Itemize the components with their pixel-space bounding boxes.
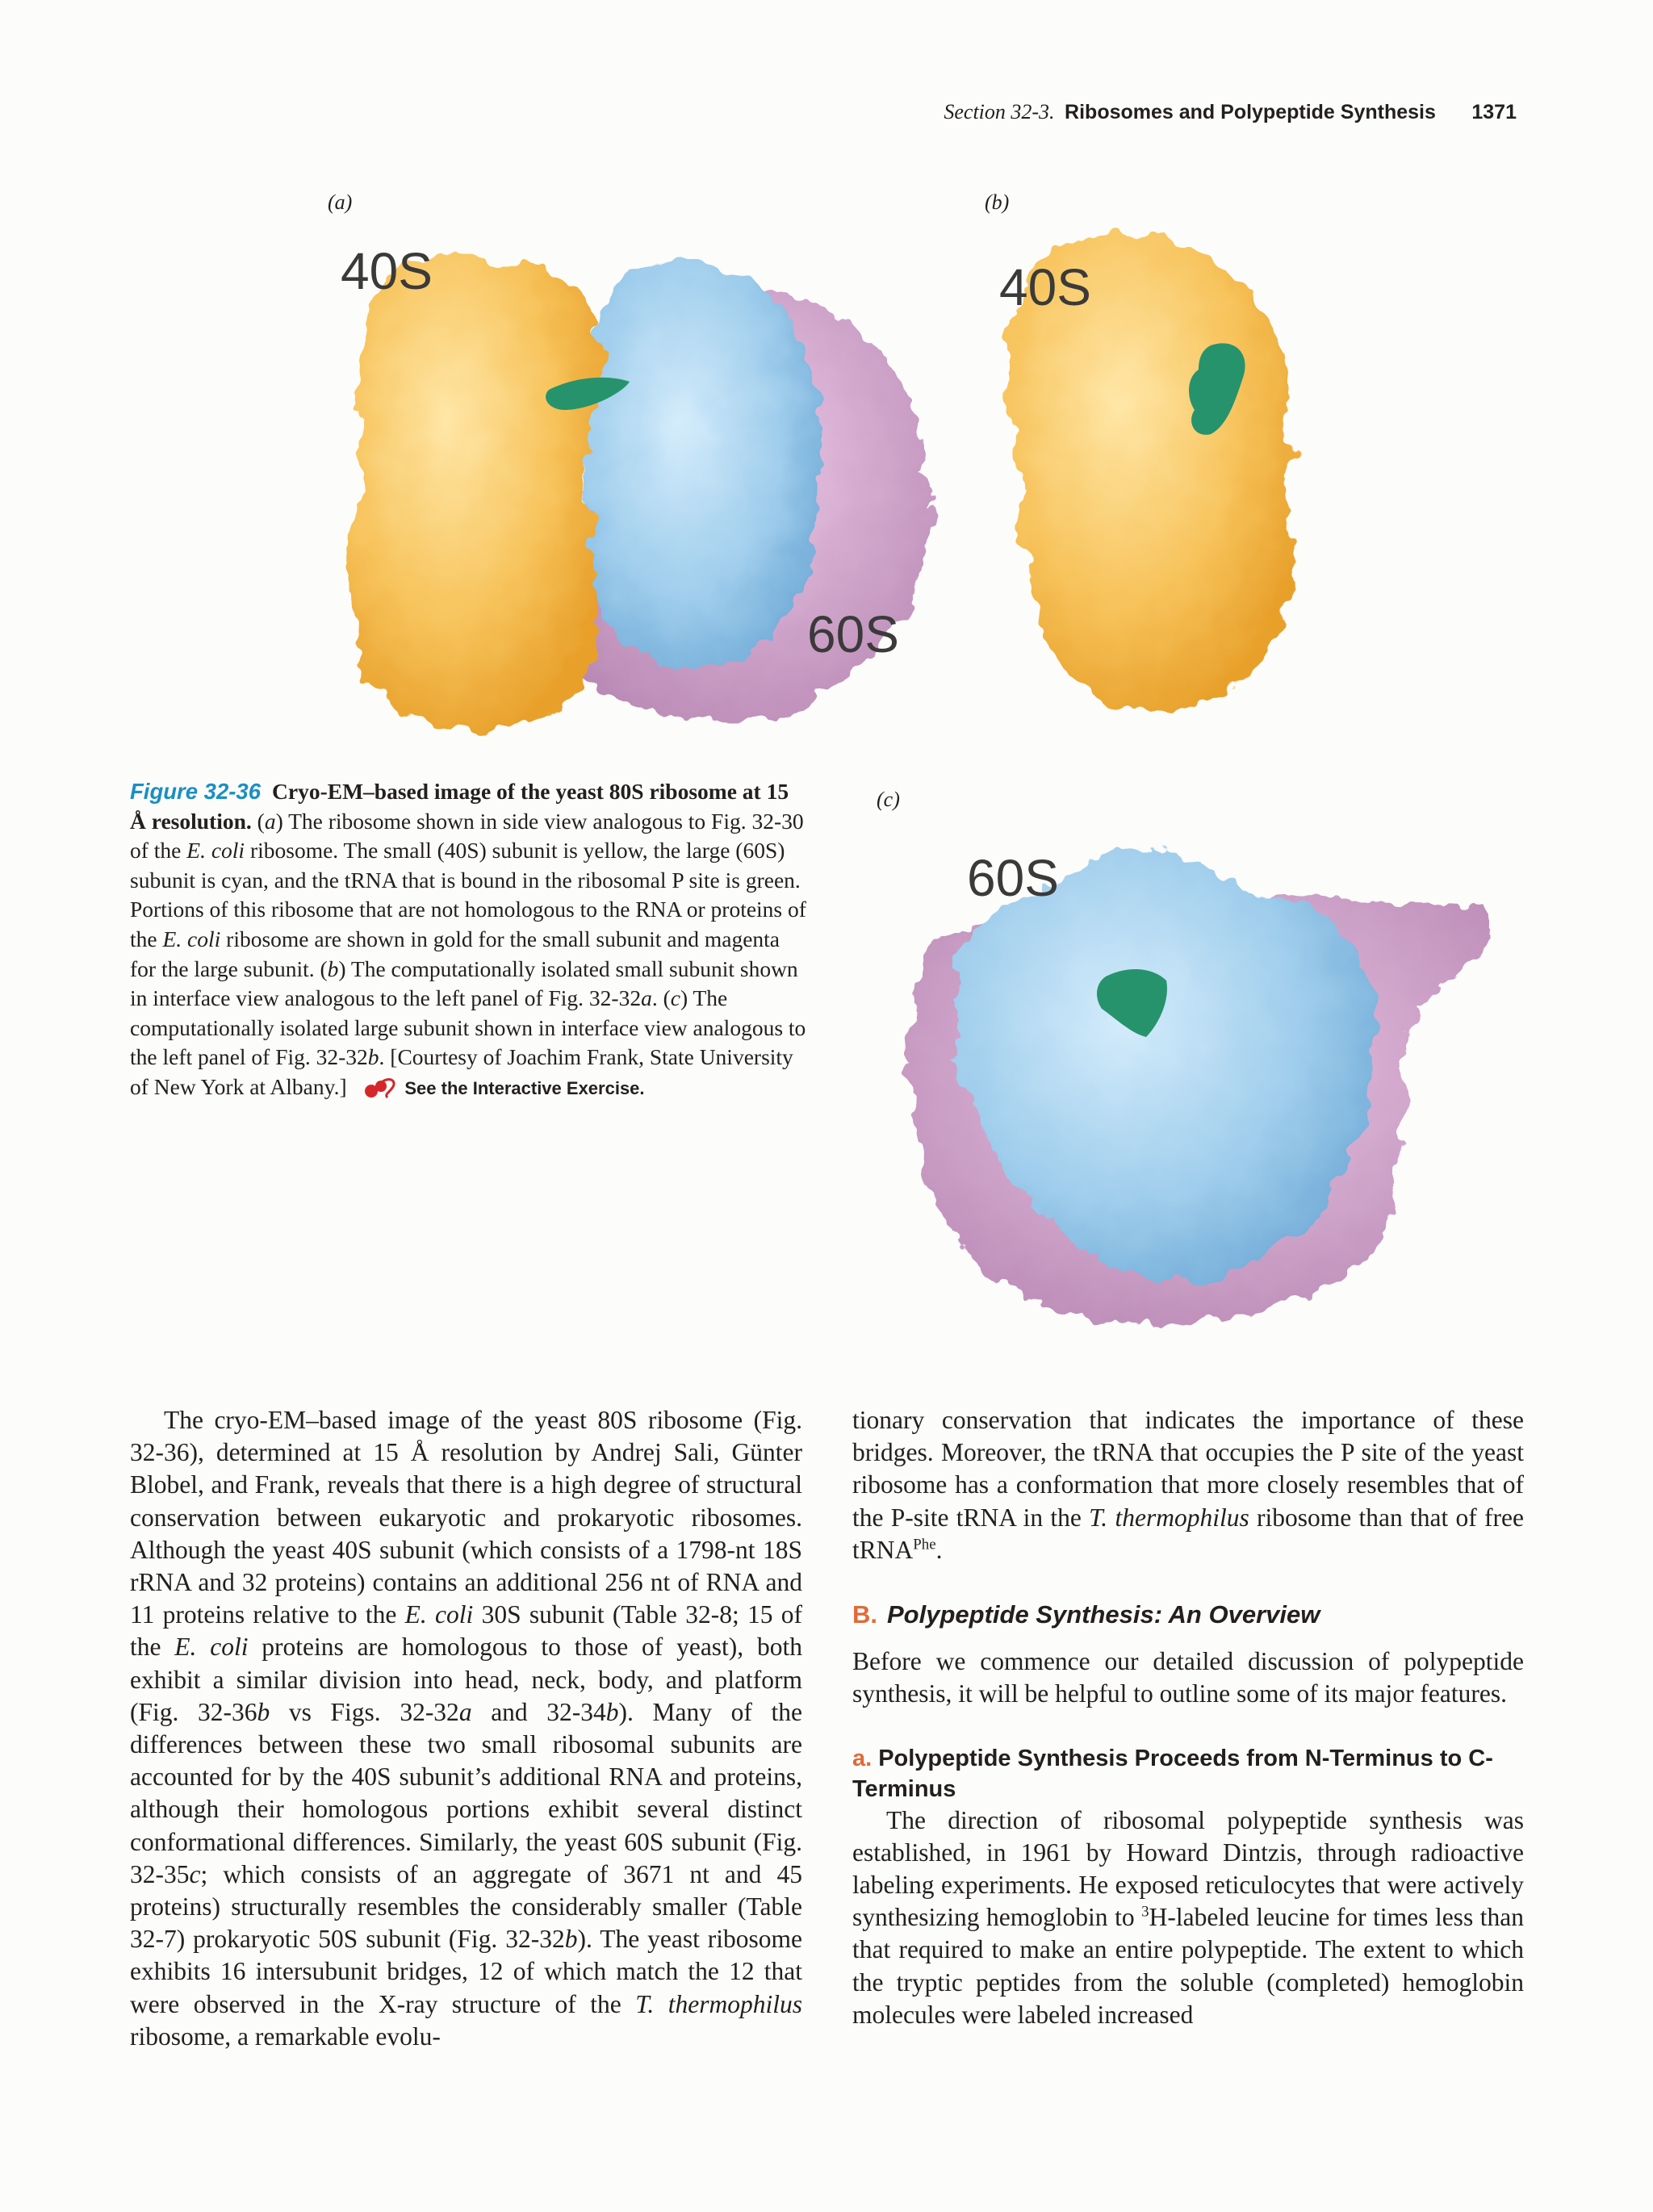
interactive-exercise-link[interactable] — [363, 1074, 644, 1099]
paragraph: The direction of ribosomal polypeptide synthesis was established, in 1961 by Howard Dintzis, through radioactive labeling experiments. He exposed reticulocytes that were actively synthesizing hemoglobin to $^3$H-labeled leucine for times less than that required to make an entire polypeptide. The extent to which the tryptic peptides from the soluble (completed) hemoglobin molecules were labeled increased — [852, 1805, 1524, 2029]
body-column-left — [130, 1404, 802, 2053]
label-40s: 40S — [341, 242, 433, 300]
paragraph: tionary conservation that indicates the importance of these bridges. Moreover, the tRNA that occupies the P site of the yeast ribosome has a conformation that more closely resembles that of the P-site tRNA in the T. thermophilus ribosome than that of free tRNA$^{Phe}$. — [852, 1406, 1524, 1564]
running-header — [944, 100, 1517, 124]
panel-a-image — [307, 216, 944, 755]
body-column-right — [852, 1404, 1524, 2031]
small-subunit-interface-view — [969, 216, 1348, 731]
label-60s-c: 60S — [967, 849, 1059, 907]
section-heading-b: B. Polypeptide Synthesis: An Overview — [852, 1600, 1320, 1629]
ribosome-side-view — [307, 216, 944, 755]
panel-b-image — [969, 216, 1348, 731]
panel-c-image — [872, 815, 1509, 1340]
panel-c-label: (c) — [877, 788, 900, 811]
section-label: Section 32-3. — [944, 100, 1055, 123]
interactive-exercise-text: See the Interactive Exercise. — [404, 1077, 645, 1098]
paragraph: Before we commence our detailed discussion of polypeptide synthesis, it will be helpful to outline some of its major features. — [852, 1647, 1524, 1708]
page-number: 1371 — [1471, 101, 1517, 123]
figure-caption: Figure 32-36 Cryo-EM–based image of the yeast 80S ribosome at 15 Å resolution. (a) The ribosome shown in side view analogous to Fig. 32-30 of the E. coli ribosome. The small (40S) subunit is yellow, the large (60S) subunit is cyan, and the tRNA that is bound in the ribosomal P site is green. Portions of this ribosome that are not homologous to the RNA or proteins of the E. coli ribosome are shown in gold for the small subunit and magenta for the large subunit. (b) The computationally isolated small subunit shown in interface view analogous to the left panel of Fig. 32-32a. (c) The computationally isolated large subunit shown in interface view analogous to the left panel of Fig. 32-32b. [Courtesy of Joachim Frank, State University of New York at Albany.] See the Interactive Exercise. — [130, 779, 806, 1099]
paragraph: The cryo-EM–based image of the yeast 80S ribosome (Fig. 32-36), determined at 15 Å resolution by Andrej Sali, Günter Blobel, and Frank, reveals that there is a high degree of structural conservation between eukaryotic and prokaryotic ribosomes. Although the yeast 40S subunit (which consists of a 1798-nt 18S rRNA and 32 proteins) contains an additional 256 nt of RNA and 11 proteins relative to the E. coli 30S subunit (Table 32-8; 15 of the E. coli proteins are homologous to those of yeast), both exhibit a similar division into head, neck, body, and platform (Fig. 32-36b vs Figs. 32-32a and 32-34b). Many of the differences between these two small ribosomal subunits are accounted for by the 40S subunit’s additional RNA and proteins, although their homologous portions exhibit several distinct conformational differences. Similarly, the yeast 60S subunit (Fig. 32-35c; which consists of an aggregate of 3671 nt and 45 proteins) structurally resembles the considerably smaller (Table 32-7) prokaryotic 50S subunit (Fig. 32-32b). The yeast ribosome exhibits 16 intersubunit bridges, 12 of which match the 12 that were observed in the X-ray structure of the T. thermophilus ribosome, a remarkable evolu- — [130, 1406, 803, 2051]
panel-b-label: (b) — [985, 190, 1010, 214]
figure-number: Figure 32-36 — [130, 779, 262, 804]
molecule-icon — [363, 1075, 399, 1099]
panel-a-label: (a) — [328, 190, 353, 214]
label-60s: 60S — [807, 605, 899, 663]
large-subunit-interface-view — [872, 815, 1509, 1340]
label-40s-b: 40S — [999, 258, 1091, 316]
caption-title: Cryo-EM–based image of the yeast 80S ribosome at 15 Å resolution. — [130, 779, 789, 834]
subsection-heading-a: a. Polypeptide Synthesis Proceeds from N-Terminus to C-Terminus — [852, 1745, 1493, 1802]
section-title: Ribosomes and Polypeptide Synthesis — [1065, 101, 1436, 123]
